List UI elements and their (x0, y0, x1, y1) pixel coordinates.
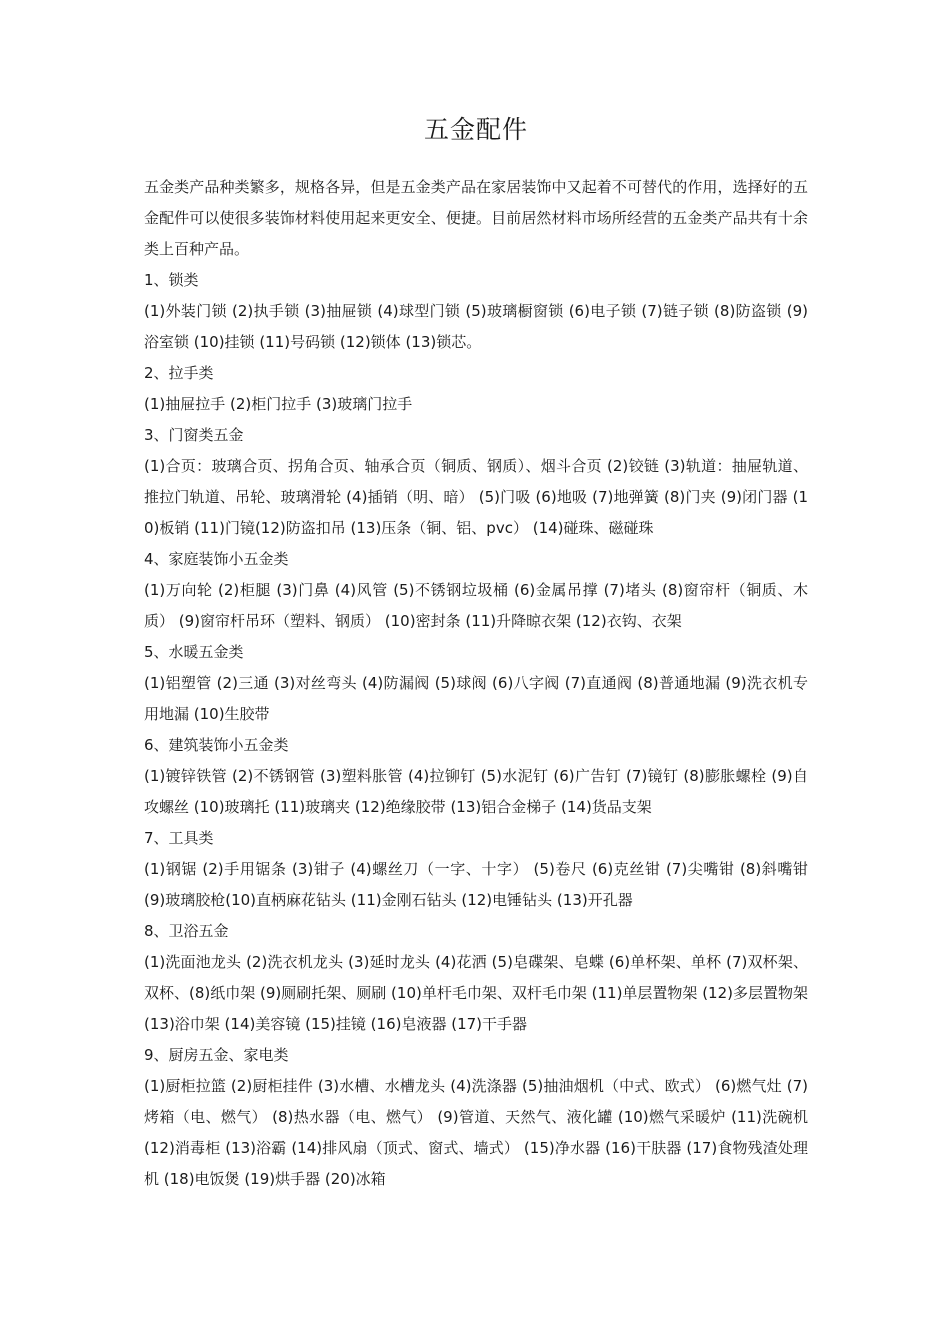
section-heading: 7、工具类 (144, 829, 214, 847)
document-title: 五金配件 (423, 115, 528, 144)
document-page (144, 110, 808, 1195)
section-bathroom-hardware (144, 916, 808, 1040)
intro-paragraph: 五金类产品种类繁多，规格各异，但是五金类产品在家居装饰中又起着不可替代的作用，选择好的五金配件可以使很多装饰材料使用起来更安全、便捷。目前居然材料市场所经营的五金类产品共有十余类上百种产品。 (144, 178, 808, 258)
section-content: (1)镀锌铁管 (2)不锈钢管 (3)塑料胀管 (4)拉铆钉 (5)水泥钉 (6)广告钉 (7)镜钉 (8)膨胀螺栓 (9)自攻螺丝 (10)玻璃托 (11)玻璃夹 (12)绝缘胶带 (13)铝合金梯子 (14)货品支架 (144, 767, 808, 816)
section-content: (1)外装门锁 (2)执手锁 (3)抽屉锁 (4)球型门锁 (5)玻璃橱窗锁 (6)电子锁 (7)链子锁 (8)防盗锁 (9)浴室锁 (10)挂锁 (11)号码锁 (12)锁体 (13)锁芯。 (144, 302, 808, 351)
section-heading: 4、家庭装饰小五金类 (144, 550, 289, 568)
section-heading: 6、建筑装饰小五金类 (144, 736, 289, 754)
section-plumbing-hardware (144, 637, 808, 730)
section-content: (1)厨柜拉篮 (2)厨柜挂件 (3)水槽、水槽龙头 (4)洗涤器 (5)抽油烟机（中式、欧式） (6)燃气灶 (7)烤箱（电、燃气） (8)热水器（电、燃气） (9)管道、天然气、液化罐 (10)燃气采暖炉 (11)洗碗机 (12)消毒柜 (13)浴霸 (14)排风扇（顶式、窗式、墙式） (15)净水器 (16)干肤器 (17)食物残渣处理机 (18)电饭煲 (19)烘手器 (20)冰箱 (144, 1077, 808, 1188)
section-content: (1)合页：玻璃合页、拐角合页、轴承合页（铜质、钢质）、烟斗合页 (2)铰链 (3)轨道：抽屉轨道、推拉门轨道、吊轮、玻璃滑轮 (4)插销（明、暗） (5)门吸 (6)地吸 (7)地弹簧 (8)门夹 (9)闭门器 (10)板销 (11)门镜(12)防盗扣吊 (13)压条（铜、铝、pvc） (14)碰珠、磁碰珠 (144, 457, 808, 537)
section-content: (1)钢锯 (2)手用锯条 (3)钳子 (4)螺丝刀（一字、十字） (5)卷尺 (6)克丝钳 (7)尖嘴钳 (8)斜嘴钳 (9)玻璃胶枪(10)直柄麻花钻头 (11)金刚石钻头 (12)电锤钻头 (13)开孔器 (144, 860, 808, 909)
section-heading: 8、卫浴五金 (144, 922, 229, 940)
section-heading: 9、厨房五金、家电类 (144, 1046, 289, 1064)
section-heading: 2、拉手类 (144, 364, 214, 382)
section-door-window-hardware (144, 420, 808, 544)
section-handles (144, 358, 808, 420)
section-heading: 5、水暖五金类 (144, 643, 244, 661)
section-heading: 1、锁类 (144, 271, 199, 289)
section-tools (144, 823, 808, 916)
section-content: (1)铝塑管 (2)三通 (3)对丝弯头 (4)防漏阀 (5)球阀 (6)八字阀 (7)直通阀 (8)普通地漏 (9)洗衣机专用地漏 (10)生胶带 (144, 674, 808, 723)
section-kitchen-appliances (144, 1040, 808, 1195)
section-locks (144, 265, 808, 358)
section-building-hardware (144, 730, 808, 823)
section-home-decor-hardware (144, 544, 808, 637)
section-content: (1)洗面池龙头 (2)洗衣机龙头 (3)延时龙头 (4)花洒 (5)皂碟架、皂蝶 (6)单杯架、单杯 (7)双杯架、双杯、(8)纸巾架 (9)厕刷托架、厕刷 (10)单杆毛巾架、双杆毛巾架 (11)单层置物架 (12)多层置物架 (13)浴巾架 (14)美容镜 (15)挂镜 (16)皂液器 (17)干手器 (144, 953, 808, 1033)
section-content: (1)抽屉拉手 (2)柜门拉手 (3)玻璃门拉手 (144, 395, 413, 413)
section-content: (1)万向轮 (2)柜腿 (3)门鼻 (4)风管 (5)不锈钢垃圾桶 (6)金属吊撑 (7)堵头 (8)窗帘杆（铜质、木质） (9)窗帘杆吊环（塑料、钢质） (10)密封条 (11)升降晾衣架 (12)衣钩、衣架 (144, 581, 808, 630)
section-heading: 3、门窗类五金 (144, 426, 244, 444)
